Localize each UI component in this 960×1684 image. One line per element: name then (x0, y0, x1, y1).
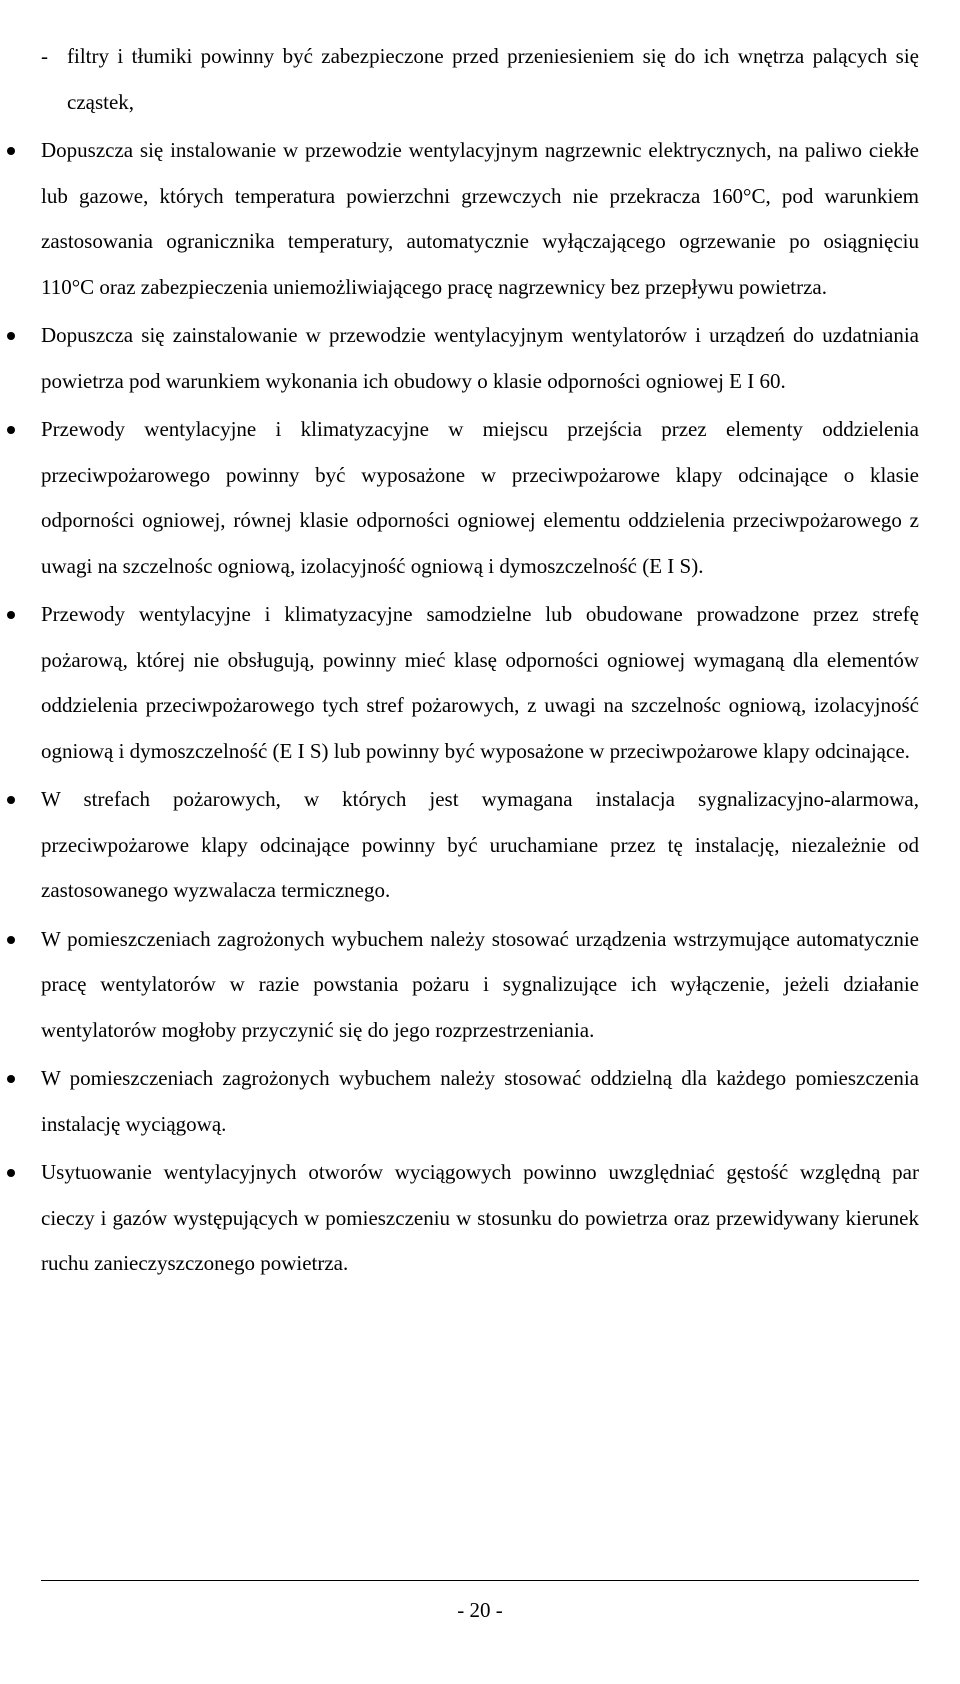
bullet-item-text: Przewody wentylacyjne i klimatyzacyjne samodzielne lub obudowane prowadzone przez strefę pożarową, której nie obsługują, powinny mieć klasę odporności ogniowej wymaganą dla elementów oddzielenia przeciwpożarowego tych stref pożarowych, z uwagi na szczelnośc ogniową, izolacyjność ogniową i dymoszczelność (E I S) lub powinny być wyposażone w przeciwpożarowe klapy odcinające. (41, 602, 919, 763)
bullet-item-text: Dopuszcza się instalowanie w przewodzie wentylacyjnym nagrzewnic elektrycznych, na paliwo ciekłe lub gazowe, których temperatura powierzchni grzewczych nie przekracza 160°C, pod warunkiem zastosowania ogranicznika temperatury, automatycznie wyłączającego ogrzewanie po osiągnięciu 110°C oraz zabezpieczenia uniemożliwiającego pracę nagrzewnicy bez przepływu powietrza. (41, 138, 919, 299)
bullet-item-1 (41, 128, 919, 310)
bullet-item-text: Przewody wentylacyjne i klimatyzacyjne w miejscu przejścia przez elementy oddzielenia przeciwpożarowego powinny być wyposażone w przeciwpożarowe klapy odcinające o klasie odporności ogniowej, równej klasie odporności ogniowej elementu oddzielenia przeciwpożarowego z uwagi na szczelnośc ogniową, izolacyjność ogniową i dymoszczelność (E I S). (41, 417, 919, 578)
bullet-item-text: Dopuszcza się zainstalowanie w przewodzie wentylacyjnym wentylatorów i urządzeń do uzdatniania powietrza pod warunkiem wykonania ich obudowy o klasie odporności ogniowej E I 60. (41, 323, 919, 393)
dash-item-text: filtry i tłumiki powinny być zabezpieczone przed przeniesieniem się do ich wnętrza palących się cząstek, (67, 44, 919, 114)
bullet-item-4 (41, 592, 919, 774)
bullet-dot-icon (7, 796, 15, 804)
bullet-item-2 (41, 313, 919, 404)
document-body (41, 34, 919, 1287)
bullet-dot-icon (7, 332, 15, 340)
bullet-dot-icon (7, 147, 15, 155)
bullet-dot-icon (7, 1075, 15, 1083)
dash-list-item (41, 34, 919, 125)
bullet-item-6 (41, 917, 919, 1054)
bullet-dot-icon (7, 426, 15, 434)
bullet-item-8 (41, 1150, 919, 1287)
bullet-dot-icon (7, 611, 15, 619)
bullet-item-3 (41, 407, 919, 589)
bullet-item-text: W strefach pożarowych, w których jest wymagana instalacja sygnalizacyjno-alarmowa, przeciwpożarowe klapy odcinające powinny być uruchamiane przez tę instalację, niezależnie od zastosowanego wyzwalacza termicznego. (41, 787, 919, 902)
bullet-dot-icon (7, 936, 15, 944)
bullet-item-text: W pomieszczeniach zagrożonych wybuchem należy stosować oddzielną dla każdego pomieszczenia instalację wyciągową. (41, 1066, 919, 1136)
footer-divider (41, 1580, 919, 1581)
dash-marker: - (41, 44, 48, 68)
bullet-dot-icon (7, 1169, 15, 1177)
bullet-item-text: Usytuowanie wentylacyjnych otworów wyciągowych powinno uwzględniać gęstość względną par cieczy i gazów występujących w pomieszczeniu w stosunku do powietrza oraz przewidywany kierunek ruchu zanieczyszczonego powietrza. (41, 1160, 919, 1275)
bullet-item-7 (41, 1056, 919, 1147)
page-number: - 20 - (457, 1598, 503, 1622)
bullet-item-5 (41, 777, 919, 914)
bullet-item-text: W pomieszczeniach zagrożonych wybuchem należy stosować urządzenia wstrzymujące automatycznie pracę wentylatorów w razie powstania pożaru i sygnalizujące ich wyłączenie, jeżeli działanie wentylatorów mogłoby przyczynić się do jego rozprzestrzeniania. (41, 926, 919, 1042)
